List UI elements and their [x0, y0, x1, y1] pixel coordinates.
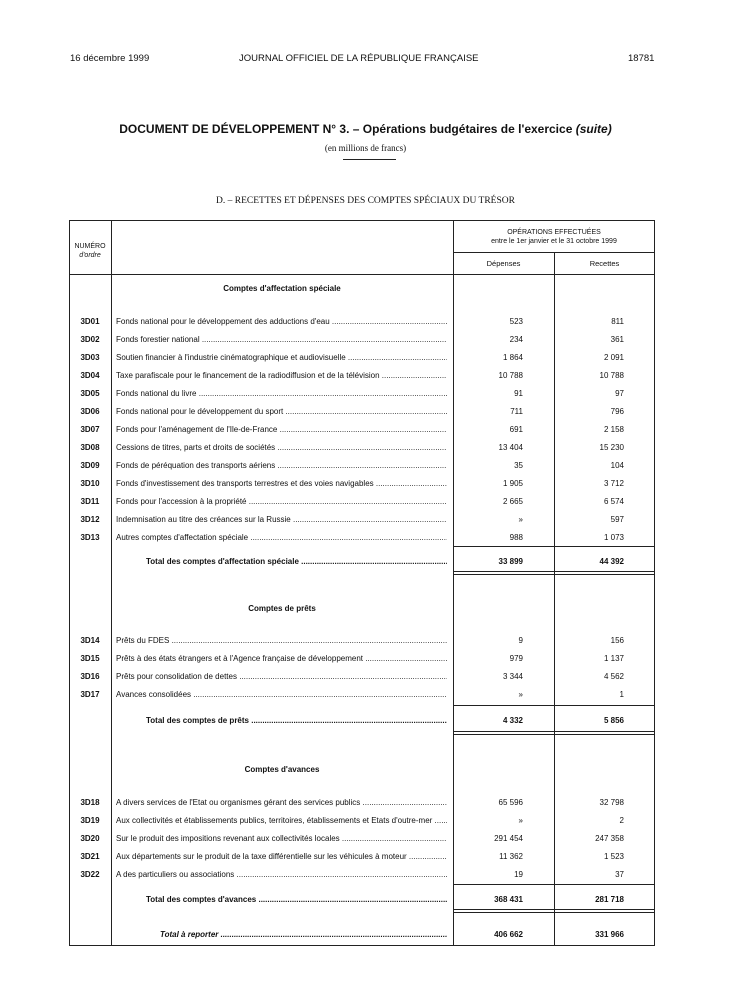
col-header-numero-line1: NUMÉRO — [74, 243, 106, 250]
row-depenses: 35 — [514, 461, 523, 470]
table-row — [69, 387, 655, 401]
table-row — [69, 369, 655, 383]
row-code: 3D05 — [80, 389, 100, 398]
total-recettes: 5 856 — [603, 716, 624, 725]
row-code: 3D09 — [80, 461, 100, 470]
subtotal-rule-3 — [453, 884, 655, 885]
group-heading: Comptes d'avances — [244, 765, 320, 774]
row-code: 3D06 — [80, 407, 100, 416]
row-code: 3D02 — [80, 335, 100, 344]
table-row — [69, 652, 655, 666]
grand-total-depenses: 406 662 — [494, 930, 523, 939]
total-row — [69, 714, 655, 728]
row-recettes: 361 — [610, 335, 624, 344]
total-recettes: 281 718 — [595, 895, 624, 904]
row-depenses: 11 362 — [499, 852, 523, 861]
header-rule-bottom — [69, 274, 655, 275]
col-header-operations — [453, 228, 655, 246]
table-row — [69, 441, 655, 455]
row-recettes: 156 — [610, 636, 624, 645]
row-code: 3D15 — [80, 654, 100, 663]
table-row — [69, 333, 655, 347]
row-label: Autres comptes d'affectation spéciale ..... — [116, 531, 447, 545]
row-code: 3D08 — [80, 443, 100, 452]
table-row — [69, 868, 655, 882]
row-code: 3D04 — [80, 371, 100, 380]
row-depenses: 711 — [510, 407, 523, 416]
table-row — [69, 459, 655, 473]
row-label: A des particuliers ou associations ..... — [116, 868, 447, 882]
row-recettes: 811 — [611, 317, 624, 326]
total-row — [69, 555, 655, 569]
row-label: Aux départements sur le produit de la taxe différentielle sur les véhicules à moteur ..... — [116, 850, 447, 864]
grand-total-recettes: 331 966 — [595, 930, 624, 939]
row-label: Fonds de péréquation des transports aériens ..... — [116, 459, 447, 473]
table-row — [69, 315, 655, 329]
row-recettes: 1 — [619, 690, 624, 699]
row-depenses: 988 — [509, 533, 523, 542]
row-recettes: 1 523 — [603, 852, 624, 861]
row-label: Fonds national pour le développement des adductions d'eau ..... — [116, 315, 447, 329]
row-label: Prêts du FDES ..... — [116, 634, 447, 648]
document-subtitle: (en millions de francs) — [324, 143, 407, 153]
row-depenses: 291 454 — [494, 834, 523, 843]
total-rule-1a — [453, 571, 655, 572]
col-header-numero-line2: d'ordre — [79, 252, 101, 259]
row-depenses: 523 — [509, 317, 523, 326]
row-recettes: 2 158 — [603, 425, 624, 434]
row-depenses: 3 344 — [502, 672, 523, 681]
row-depenses: 91 — [514, 389, 523, 398]
total-depenses: 33 899 — [498, 557, 523, 566]
row-recettes: 796 — [610, 407, 624, 416]
row-recettes: 1 137 — [603, 654, 624, 663]
table-row — [69, 405, 655, 419]
total-label: Total des comptes de prêts ..... — [146, 714, 447, 728]
table-row — [69, 634, 655, 648]
row-recettes: 15 230 — [599, 443, 624, 452]
col-header-depenses: Dépenses — [486, 259, 521, 268]
row-recettes: 104 — [610, 461, 624, 470]
row-depenses: 2 665 — [502, 497, 523, 506]
header-date: 16 décembre 1999 — [70, 53, 150, 64]
row-label: Soutien financier à l'industrie cinématographique et audiovisuelle ..... — [116, 351, 447, 365]
header-page-number: 18781 — [628, 53, 655, 64]
row-code: 3D11 — [80, 497, 100, 506]
header-journal-name: JOURNAL OFFICIEL DE LA RÉPUBLIQUE FRANÇAISE — [239, 53, 479, 64]
row-code: 3D14 — [80, 636, 100, 645]
table-row — [69, 670, 655, 684]
grand-total-label: Total à reporter ..... — [160, 928, 447, 942]
col-header-operations-line2: entre le 1er janvier et le 31 octobre 1999 — [491, 238, 617, 245]
row-code: 3D22 — [80, 870, 100, 879]
row-recettes: 97 — [615, 389, 624, 398]
header-rule-ops — [453, 252, 655, 253]
table-row — [69, 796, 655, 810]
row-recettes: 597 — [610, 515, 624, 524]
total-rule-2b — [453, 734, 655, 735]
subtotal-rule-2 — [453, 705, 655, 706]
row-code: 3D10 — [80, 479, 100, 488]
group-heading: Comptes d'affectation spéciale — [223, 284, 341, 293]
document-title-suite: (suite) — [575, 122, 612, 136]
row-recettes: 3 712 — [603, 479, 624, 488]
col-header-numero — [69, 242, 111, 260]
row-depenses: 979 — [509, 654, 523, 663]
row-label: Prêts pour consolidation de dettes ..... — [116, 670, 447, 684]
row-label: Avances consolidées ..... — [116, 688, 447, 702]
row-label: Aux collectivités et établissements publics, territoires, établissements et Etats d'outre-mer ..... — [116, 814, 447, 828]
row-label: Taxe parafiscale pour le financement de la radiodiffusion et de la télévision ..... — [116, 369, 447, 383]
row-recettes: 4 562 — [603, 672, 624, 681]
row-depenses: 234 — [509, 335, 523, 344]
row-label: A divers services de l'Etat ou organismes gérant des services publics ..... — [116, 796, 447, 810]
row-code: 3D17 — [80, 690, 100, 699]
row-label: Fonds pour l'aménagement de l'Ile-de-France ..... — [116, 423, 447, 437]
row-depenses: 10 788 — [498, 371, 523, 380]
section-title: D. – RECETTES ET DÉPENSES DES COMPTES SPÉCIAUX DU TRÉSOR — [216, 196, 515, 206]
table-row — [69, 850, 655, 864]
row-depenses: » — [518, 515, 523, 524]
row-code: 3D21 — [80, 852, 100, 861]
row-depenses: 691 — [509, 425, 523, 434]
subtotal-rule-1 — [453, 546, 655, 547]
row-recettes: 2 091 — [603, 353, 624, 362]
total-depenses: 368 431 — [494, 895, 523, 904]
row-label: Sur le produit des impositions revenant aux collectivités locales ..... — [116, 832, 447, 846]
row-label: Fonds d'investissement des transports terrestres et des voies navigables ..... — [116, 477, 447, 491]
total-row — [69, 893, 655, 907]
row-label: Indemnisation au titre des créances sur la Russie ..... — [116, 513, 447, 527]
row-code: 3D12 — [80, 515, 100, 524]
total-label: Total des comptes d'affectation spéciale ..... — [146, 555, 447, 569]
col-header-recettes: Recettes — [589, 259, 620, 268]
row-code: 3D18 — [80, 798, 100, 807]
table-row — [69, 477, 655, 491]
table-row — [69, 832, 655, 846]
grand-total-row — [69, 928, 655, 942]
row-recettes: 10 788 — [599, 371, 624, 380]
table-row — [69, 531, 655, 545]
row-code: 3D07 — [80, 425, 100, 434]
row-recettes: 6 574 — [603, 497, 624, 506]
document-title-main: DOCUMENT DE DÉVELOPPEMENT N° 3. – Opérations budgétaires de l'exercice — [119, 122, 573, 136]
row-code: 3D19 — [80, 816, 100, 825]
row-depenses: 1 905 — [502, 479, 523, 488]
row-label: Fonds pour l'accession à la propriété ..... — [116, 495, 447, 509]
row-recettes: 1 073 — [603, 533, 624, 542]
table-row — [69, 688, 655, 702]
row-depenses: 9 — [518, 636, 523, 645]
total-rule-1b — [453, 574, 655, 575]
row-recettes: 37 — [615, 870, 624, 879]
row-depenses: » — [518, 816, 523, 825]
total-depenses: 4 332 — [502, 716, 523, 725]
table-row — [69, 513, 655, 527]
table-row — [69, 814, 655, 828]
document-title — [0, 122, 731, 136]
table-row — [69, 351, 655, 365]
col-header-operations-line1: OPÉRATIONS EFFECTUÉES — [507, 229, 601, 236]
row-depenses: 13 404 — [498, 443, 523, 452]
total-rule-2a — [453, 731, 655, 732]
row-depenses: 65 596 — [498, 798, 523, 807]
row-recettes: 2 — [619, 816, 624, 825]
row-code: 3D20 — [80, 834, 100, 843]
row-code: 3D13 — [80, 533, 100, 542]
row-recettes: 32 798 — [599, 798, 624, 807]
total-rule-3b — [453, 912, 655, 913]
row-label: Fonds national du livre ..... — [116, 387, 447, 401]
row-label: Fonds national pour le développement du sport ..... — [116, 405, 447, 419]
row-code: 3D01 — [80, 317, 100, 326]
group-heading: Comptes de prêts — [248, 604, 316, 613]
row-label: Cessions de titres, parts et droits de sociétés ..... — [116, 441, 447, 455]
table-row — [69, 423, 655, 437]
row-depenses: 1 864 — [502, 353, 523, 362]
row-depenses: » — [518, 690, 523, 699]
total-recettes: 44 392 — [599, 557, 624, 566]
total-rule-3a — [453, 909, 655, 910]
row-code: 3D16 — [80, 672, 100, 681]
row-depenses: 19 — [514, 870, 523, 879]
title-rule — [343, 159, 396, 160]
row-recettes: 247 358 — [595, 834, 624, 843]
row-label: Prêts à des états étrangers et à l'Agence française de développement ..... — [116, 652, 447, 666]
total-label: Total des comptes d'avances ..... — [146, 893, 447, 907]
row-code: 3D03 — [80, 353, 100, 362]
row-label: Fonds forestier national ..... — [116, 333, 447, 347]
table-row — [69, 495, 655, 509]
